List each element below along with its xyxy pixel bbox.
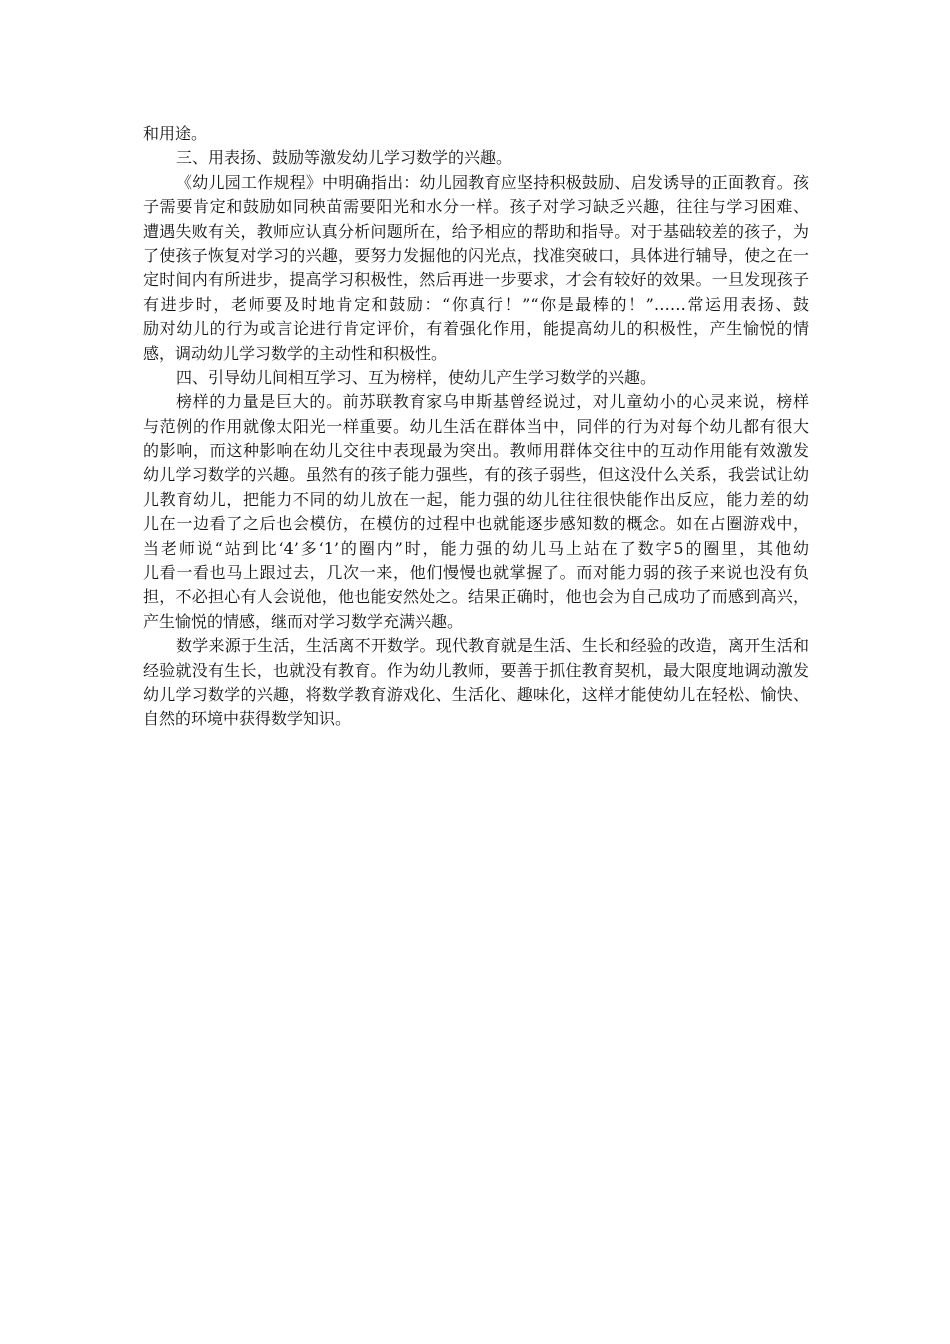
text-line: 和用途。 [143, 124, 208, 143]
section-heading: 三、用表扬、鼓励等激发幼儿学习数学的兴趣。 [176, 148, 513, 168]
text-line: 了使孩子恢复对学习的兴趣，要努力发掘他的闪光点，找准突破口，具体进行辅导，使之在一 [143, 245, 809, 265]
text-line: 幼儿学习数学的兴趣。虽然有的孩子能力强些，有的孩子弱些，但这没什么关系，我尝试让幼 [143, 465, 809, 485]
text-line: 的影响，而这种影响在幼儿交往中表现最为突出。教师用群体交往中的互动作用能有效激发 [143, 441, 809, 461]
document-body [143, 122, 809, 732]
text-line: 遭遇失败有关，教师应认真分析问题所在，给予相应的帮助和指导。对于基础较差的孩子，为 [143, 221, 809, 241]
text-line: 儿在一边看了之后也会模仿，在模仿的过程中也就能逐步感知数的概念。如在占圈游戏中， [143, 514, 809, 534]
text-line: 数学来源于生活，生活离不开数学。现代教育就是生活、生长和经验的改造，离开生活和 [176, 636, 809, 656]
text-line: 榜样的力量是巨大的。前苏联教育家乌申斯基曾经说过，对儿童幼小的心灵来说，榜样 [176, 392, 809, 412]
text-line: 《幼儿园工作规程》中明确指出：幼儿园教育应坚持积极鼓励、启发诱导的正面教育。孩 [176, 172, 809, 192]
text-line: 儿教育幼儿，把能力不同的幼儿放在一起，能力强的幼儿往往很快能作出反应，能力差的幼 [143, 489, 809, 509]
text-line: 子需要肯定和鼓励如同秧苗需要阳光和水分一样。孩子对学习缺乏兴趣，往往与学习困难、 [143, 197, 809, 217]
text-line: 担，不必担心有人会说他，他也能安然处之。结果正确时，他也会为自己成功了而感到高兴， [143, 587, 809, 607]
text-line: 励对幼儿的行为或言论进行肯定评价，有着强化作用，能提高幼儿的积极性，产生愉悦的情 [143, 319, 809, 339]
text-line: 有进步时，老师要及时地肯定和鼓励：“你真行！”“你是最棒的！”……常运用表扬、鼓 [143, 294, 809, 314]
section-heading: 四、引导幼儿间相互学习、互为榜样，使幼儿产生学习数学的兴趣。 [176, 367, 657, 387]
text-line: 产生愉悦的情感，继而对学习数学充满兴趣。 [143, 611, 464, 631]
text-line: 定时间内有所进步，提高学习积极性，然后再进一步要求，才会有较好的效果。一旦发现孩子 [143, 270, 809, 290]
text-line: 当老师说“站到比‘4’多‘1’的圈内”时，能力强的幼儿马上站在了数字5的圈里，其他幼 [143, 538, 809, 558]
text-line: 儿看一看也马上跟过去，几次一来，他们慢慢也就掌握了。而对能力弱的孩子来说也没有负 [143, 563, 809, 583]
text-line: 与范例的作用就像太阳光一样重要。幼儿生活在群体当中，同伴的行为对每个幼儿都有很大 [143, 416, 809, 436]
text-line: 感，调动幼儿学习数学的主动性和积极性。 [143, 343, 448, 363]
text-line: 自然的环境中获得数学知识。 [143, 709, 352, 729]
text-line: 幼儿学习数学的兴趣，将数学教育游戏化、生活化、趣味化，这样才能使幼儿在轻松、愉快、 [143, 684, 809, 704]
text-line: 经验就没有生长，也就没有教育。作为幼儿教师，要善于抓住教育契机，最大限度地调动激发 [143, 660, 809, 680]
